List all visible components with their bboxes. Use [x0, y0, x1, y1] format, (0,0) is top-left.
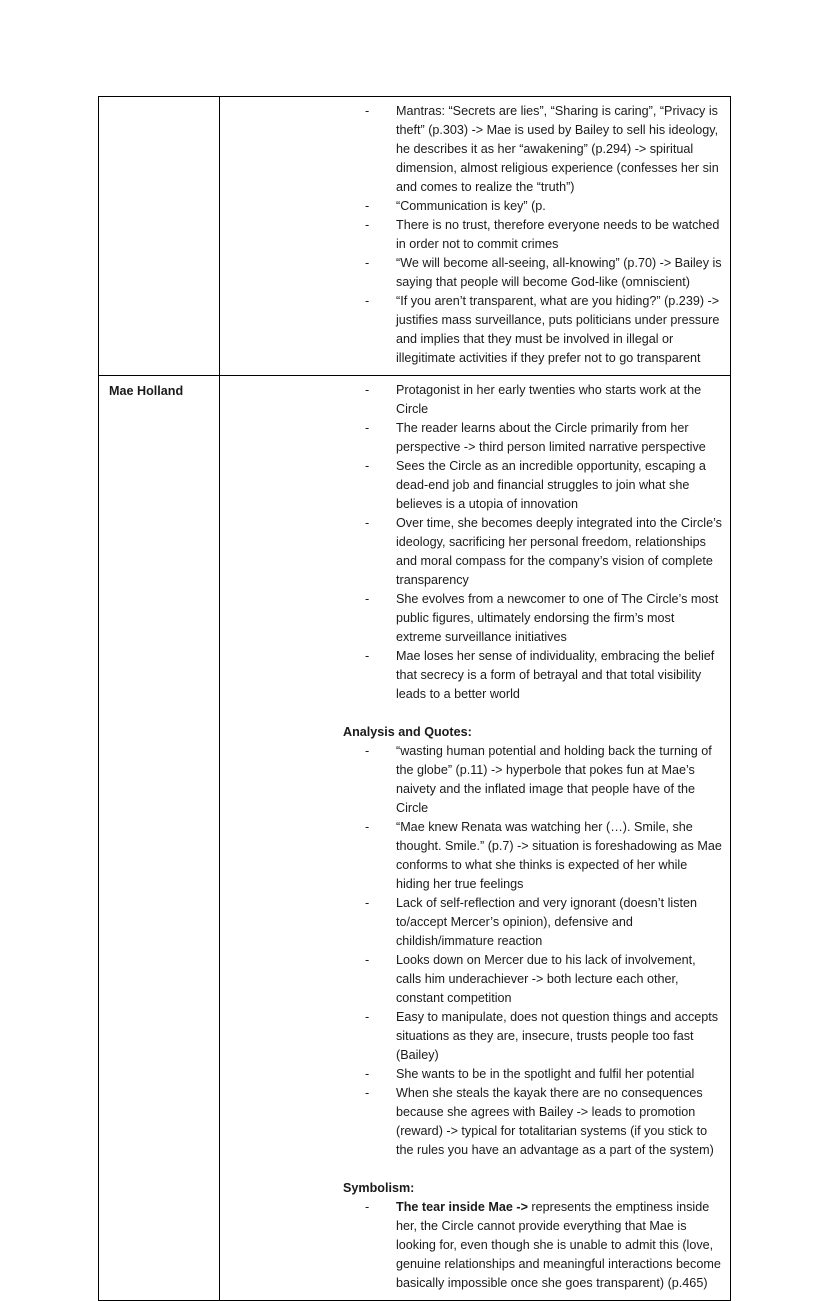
row-content-cell — [220, 376, 731, 1301]
list-item: - Mae loses her sense of individuality, embracing the belief that secrecy is a form of betrayal and that total visibility leads to a better world — [220, 647, 723, 704]
row-content-blocks — [220, 97, 730, 375]
section-heading-symbolism: Symbolism: — [343, 1181, 415, 1195]
list-item: - The reader learns about the Circle primarily from her perspective -> third person limited narrative perspective — [220, 419, 723, 457]
list-item: - There is no trust, therefore everyone needs to be watched in order not to commit crimes — [220, 216, 723, 254]
list-item-bold-prefix: The tear inside Mae -> — [396, 1200, 528, 1214]
bullet-list — [220, 102, 723, 368]
row-label-cell — [99, 97, 220, 376]
bullet-list-character-overview — [220, 381, 723, 704]
list-item: - Mantras: “Secrets are lies”, “Sharing is caring”, “Privacy is theft” (p.303) -> Mae is used by Bailey to sell his ideology, he describes it as her “awakening” (p.294) -> spiritual dimension, almost religious experience (confesses her sin and comes to realize the “truth”) — [220, 102, 723, 197]
list-item: - Looks down on Mercer due to his lack of involvement, calls him underachiever -> both lecture each other, constant competition — [220, 951, 723, 1008]
row-label-cell — [99, 376, 220, 1301]
list-item: - Over time, she becomes deeply integrated into the Circle’s ideology, sacrificing her personal freedom, relationships and moral compass for the company’s vision of complete transparency — [220, 514, 723, 590]
list-item — [220, 1198, 723, 1293]
list-item: - “Communication is key” (p. — [220, 197, 723, 216]
list-item: - “We will become all-seeing, all-knowing” (p.70) -> Bailey is saying that people will become God-like (omniscient) — [220, 254, 723, 292]
character-analysis-table — [98, 96, 731, 1301]
list-item: - She wants to be in the spotlight and fulfil her potential — [220, 1065, 723, 1084]
list-item: - Protagonist in her early twenties who starts work at the Circle — [220, 381, 723, 419]
row-content-cell — [220, 97, 731, 376]
table-body — [99, 97, 731, 1301]
row-label-text: Mae Holland — [109, 384, 184, 398]
list-item: - “If you aren’t transparent, what are you hiding?” (p.239) -> justifies mass surveillance, puts politicians under pressure and implies that they must be involved in illegal or illegitimate activities if they prefer not to go transparent — [220, 292, 723, 368]
row-content-blocks — [220, 376, 730, 1300]
list-item: - Easy to manipulate, does not question things and accepts situations as they are, insecure, trusts people too fast (Bailey) — [220, 1008, 723, 1065]
list-item: - She evolves from a newcomer to one of The Circle’s most public figures, ultimately endorsing the firm’s most extreme surveillance initiatives — [220, 590, 723, 647]
table-row — [99, 97, 731, 376]
list-item: - When she steals the kayak there are no consequences because she agrees with Bailey -> leads to promotion (reward) -> typical for totalitarian systems (if you stick to the rules you have an advantage as a part of the system) — [220, 1084, 723, 1160]
bullet-list-analysis-quotes — [220, 742, 723, 1160]
list-item: - Sees the Circle as an incredible opportunity, escaping a dead-end job and financial struggles to join what she believes is a utopia of innovation — [220, 457, 723, 514]
block-spacer — [220, 1160, 723, 1179]
row-label-text — [99, 97, 219, 109]
list-item: - Lack of self-reflection and very ignorant (doesn’t listen to/accept Mercer’s opinion), defensive and childish/immature reaction — [220, 894, 723, 951]
list-item-text: represents the emptiness inside her, the Circle cannot provide everything that Mae is looking for, even though she is unable to admit this (love, genuine relationships and meaningful interactions become basically impossible once she goes transparent) (p.465) — [396, 1200, 721, 1290]
block-spacer — [220, 704, 723, 723]
table-row — [99, 376, 731, 1301]
bullet-list-symbolism — [220, 1198, 723, 1293]
list-item: - “Mae knew Renata was watching her (…). Smile, she thought. Smile.” (p.7) -> situation is foreshadowing as Mae conforms to what she thinks is expected of her while hiding her true feelings — [220, 818, 723, 894]
section-heading-analysis: Analysis and Quotes: — [343, 725, 472, 739]
list-item: - “wasting human potential and holding back the turning of the globe” (p.11) -> hyperbole that pokes fun at Mae’s naivety and the inflated image that people have of the Circle — [220, 742, 723, 818]
